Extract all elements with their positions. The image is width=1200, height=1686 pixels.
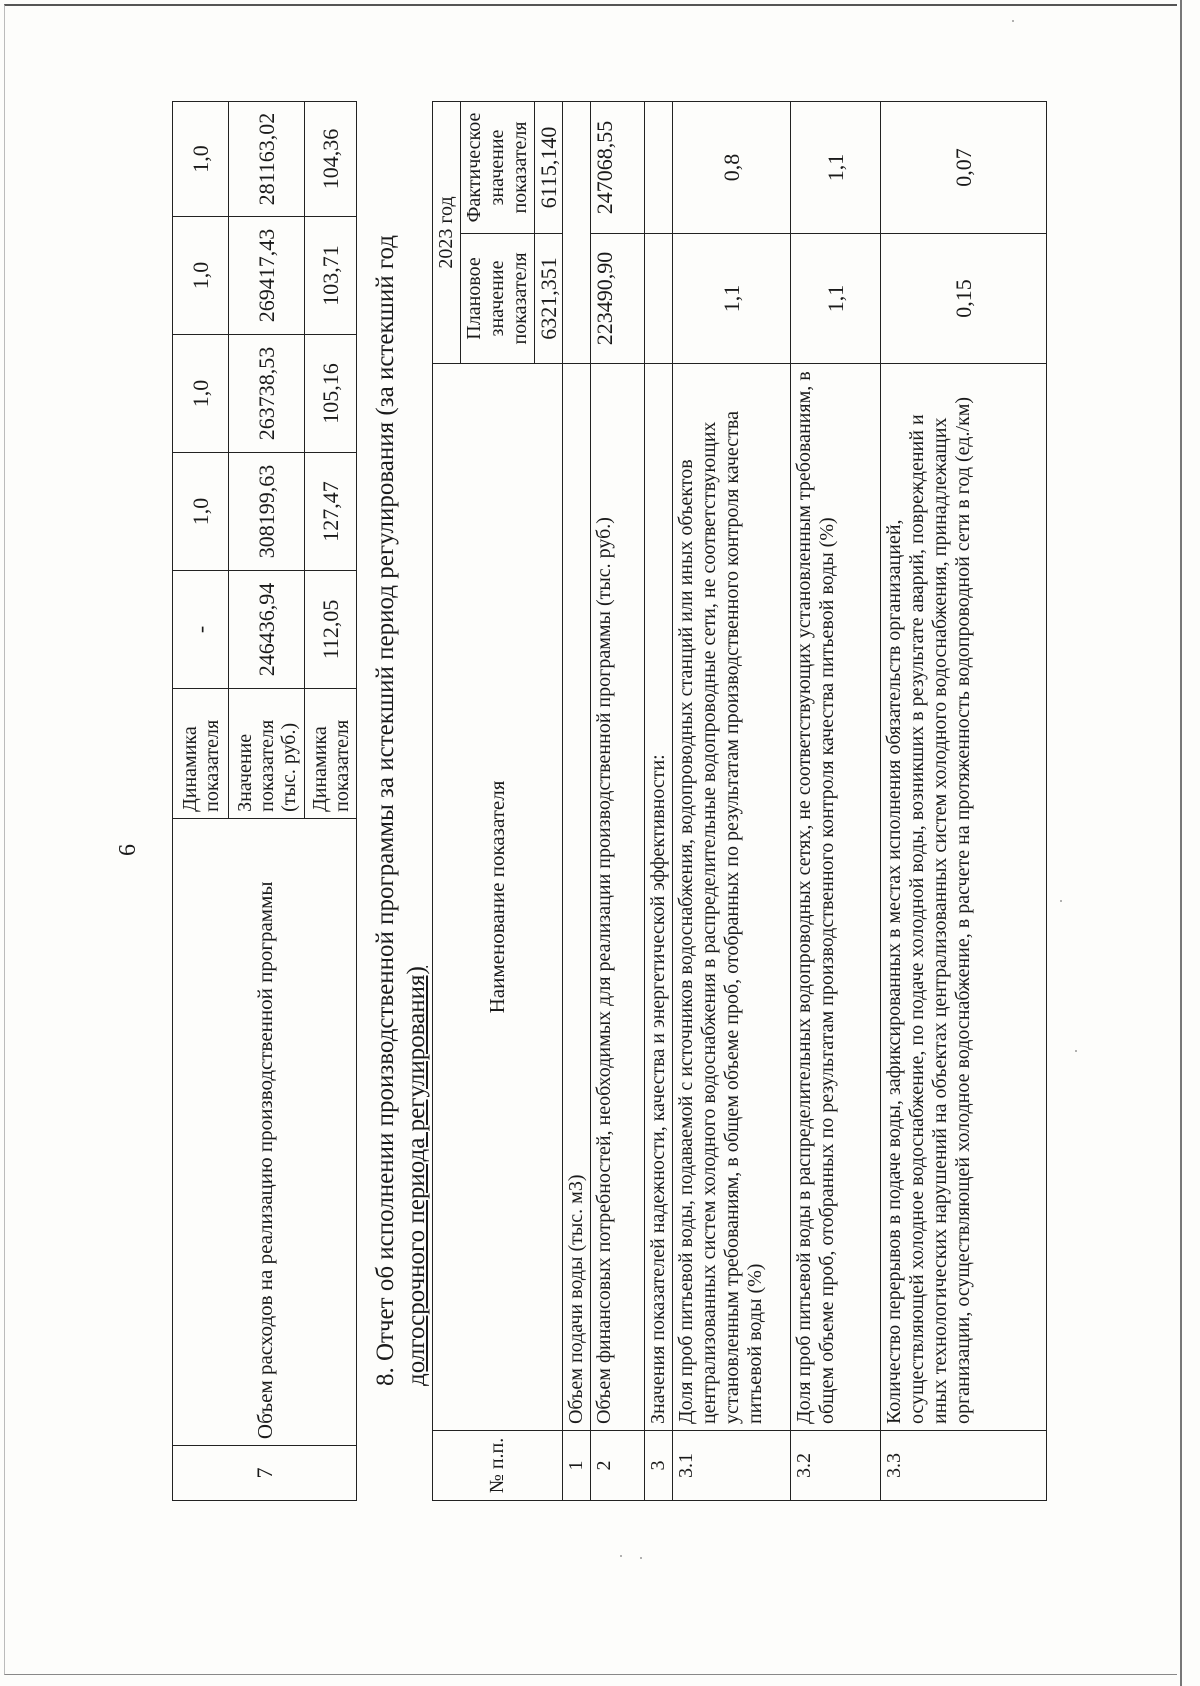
section-title-line: долгосрочного периода регулирования): [403, 966, 430, 1386]
table-cell: 1,1: [791, 234, 881, 364]
table-cell: 1,1: [673, 234, 791, 364]
header-fact: Фактическое значение показателя: [461, 102, 535, 234]
row-num: 1: [563, 1431, 591, 1501]
row-number: 7: [173, 1446, 357, 1501]
table-cell: 0,15: [881, 234, 1047, 364]
expense-label: Объем расходов на реализацию производственной программы: [173, 818, 357, 1445]
row-num: 2: [591, 1431, 645, 1501]
table-cell: 6321,351: [535, 234, 563, 364]
table-cell: 1,0: [173, 452, 229, 570]
row-num: 3.2: [791, 1431, 881, 1501]
table-cell: 281163,02: [229, 102, 305, 217]
row-name: Динамика показателя: [173, 688, 229, 818]
table-cell: 104,36: [305, 102, 357, 217]
table-cell: 308199,63: [229, 452, 305, 570]
production-program-report-table: [432, 101, 1047, 1501]
table-cell: 103,71: [305, 217, 357, 335]
table-cell: 112,05: [305, 570, 357, 688]
table-cell: 263738,53: [229, 335, 305, 453]
row-name: Доля проб питьевой воды в распределительных водопроводных сетях, не соответствующих установленным требованиям, в общем объеме проб, отобранных по результатам производственного контроля качества питьевой воды (%): [791, 363, 881, 1430]
header-num: № п.п.: [433, 1431, 563, 1501]
row-name: Динамика показателя: [305, 688, 357, 818]
header-plan: Плановое значение показателя: [461, 234, 535, 364]
section-heading: [370, 26, 432, 1386]
table-cell: 269417,43: [229, 217, 305, 335]
table-cell: 1,0: [173, 102, 229, 217]
row-num: 3.1: [673, 1431, 791, 1501]
table-cell: 6115,140: [535, 102, 563, 234]
table-row: [563, 102, 591, 1501]
expenses-table: [172, 101, 357, 1501]
table-row: [673, 102, 791, 1501]
table-cell-empty: [645, 102, 673, 234]
table-row: [645, 102, 673, 1501]
section-title-line: 8. Отчет об исполнении производственной программы за истекший период регулирования (за истекший год: [372, 235, 399, 1386]
table-cell: 1,1: [791, 102, 881, 234]
row-name: Значения показателей надежности, качества и энергетической эффективности:: [645, 363, 673, 1430]
table-cell-empty: [563, 102, 591, 364]
table-row: [791, 102, 881, 1501]
table-cell: 127,47: [305, 452, 357, 570]
table-cell: 1,0: [173, 217, 229, 335]
table-cell-empty: [645, 234, 673, 364]
table-cell: 1,0: [173, 335, 229, 453]
row-name: Объем подачи воды (тыс. м3): [563, 363, 591, 1430]
table-cell: 0,07: [881, 102, 1047, 234]
page-number: 6: [115, 844, 141, 856]
row-num: 3: [645, 1431, 673, 1501]
table-cell: 0,8: [673, 102, 791, 234]
cell-dash: -: [173, 570, 229, 688]
header-name: Наименование показателя: [433, 363, 563, 1430]
table-cell: 105,16: [305, 335, 357, 453]
row-name: Значение показателя (тыс. руб.): [229, 688, 305, 818]
table-row: [591, 102, 645, 1501]
row-name: Объем финансовых потребностей, необходимых для реализации производственной программы (тыс. руб.): [591, 363, 645, 1430]
table-row: [173, 102, 229, 1501]
table-header-row: [433, 102, 461, 1501]
row-name: Количество перерывов в подаче воды, зафиксированных в местах исполнения обязательств организацией, осуществляющей холодное водоснабжение, по подаче холодной воды, возникших в результате аварий, повреждений и иных технологических нарушений на объектах централизованных систем холодного водоснабжения, принадлежащих организации, осуществляющей холодное водоснабжение, в расчете на протяженность водопроводной сети в год (ед./км): [881, 363, 1047, 1430]
row-num: 3.3: [881, 1431, 1047, 1501]
row-name: Доля проб питьевой воды, подаваемой с источников водоснабжения, водопроводных станций или иных объектов централизованных систем холодного водоснабжения в распределительные водопроводные сети, не соответствующих установленным требованиям, в общем объеме проб, отобранных по результатам производственного контроля качества питьевой воды (%): [673, 363, 791, 1430]
header-year: 2023 год: [433, 102, 461, 364]
table-row: [881, 102, 1047, 1501]
table-cell: 223490,90: [591, 234, 645, 364]
table-cell: 247068,55: [591, 102, 645, 234]
table-cell: 246436,94: [229, 570, 305, 688]
